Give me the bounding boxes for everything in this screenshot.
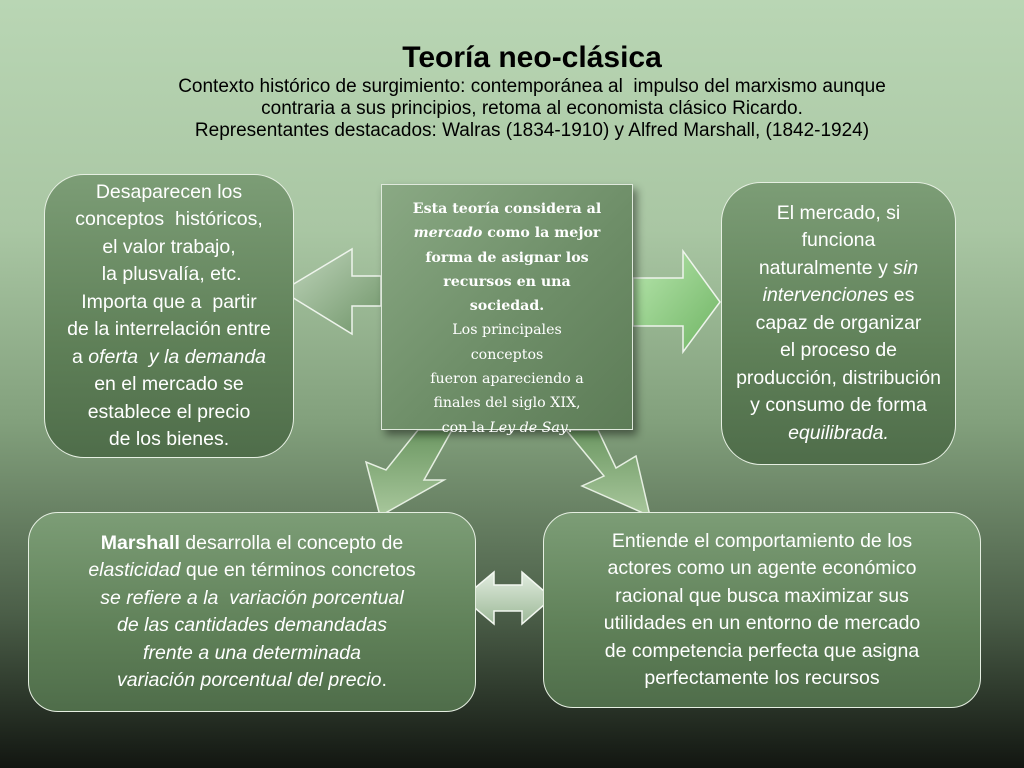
text-line: Esta teoría considera al xyxy=(412,201,602,217)
text-line: la plusvalía, etc. xyxy=(96,263,242,285)
arrow-right xyxy=(633,251,720,352)
box-comportamiento-text xyxy=(604,528,921,693)
text-line: el valor trabajo, xyxy=(102,235,236,258)
text-line: en el mercado se xyxy=(94,373,244,395)
text-line: de la interrelación entre xyxy=(67,318,271,340)
text-line xyxy=(736,420,941,448)
text-italic: intervenciones xyxy=(762,284,889,307)
text-span: . xyxy=(567,419,573,436)
text-italic: frente a una determinada xyxy=(143,641,361,664)
text-line: racional que busca maximizar sus xyxy=(615,584,909,607)
text-line xyxy=(736,255,941,283)
text-italic: de las cantidades demandadas xyxy=(117,614,387,636)
text-italic: se refiere a la variación porcentual xyxy=(100,586,404,609)
text-line xyxy=(88,667,415,695)
text-line: El mercado, si xyxy=(776,201,901,224)
text-line: perfectamente los recursos xyxy=(644,667,880,689)
text-line xyxy=(88,585,415,613)
arrow-left xyxy=(282,249,381,334)
text-line: recursos en una xyxy=(443,273,571,290)
text-line: actores como un agente económico xyxy=(607,557,917,579)
text-span: con la xyxy=(441,419,490,436)
text-line: conceptos históricos, xyxy=(75,208,263,230)
text-italic: elasticidad xyxy=(88,559,181,581)
double-arrow xyxy=(463,572,552,624)
text-line xyxy=(392,221,622,245)
subtitle-line-2: contraria a sus principios, retoma al economista clásico Ricardo. xyxy=(261,98,803,119)
text-line: forma de asignar los xyxy=(425,249,589,266)
text-line: funciona xyxy=(801,229,876,252)
text-italic: variación porcentual del precio xyxy=(117,669,382,691)
text-span: a xyxy=(71,345,89,368)
text-line: finales del siglo XIX, xyxy=(433,395,581,412)
text-line: el proceso de xyxy=(779,339,898,362)
text-italic: Ley de Say xyxy=(489,419,568,436)
box-desaparecen xyxy=(44,174,294,458)
text-span: naturalmente y xyxy=(758,256,894,279)
text-italic: equilibrada. xyxy=(788,421,889,444)
text-line: Los principales xyxy=(452,322,562,339)
box-comportamiento xyxy=(543,512,981,708)
text-span: desarrolla el concepto de xyxy=(179,531,404,554)
text-line: y consumo de forma xyxy=(750,394,927,417)
text-line: producción, distribución xyxy=(736,366,941,389)
text-bold: Marshall xyxy=(100,531,180,554)
box-desaparecen-text xyxy=(67,179,271,454)
text-span: . xyxy=(381,669,387,691)
subtitle-line-3: Representantes destacados: Walras (1834-1910) y Alfred Marshall, (1842-1924) xyxy=(194,120,870,141)
arrow-down-left xyxy=(366,430,452,516)
arrow-down-right xyxy=(566,430,650,516)
text-line: utilidades en un entorno de mercado xyxy=(603,612,921,634)
subtitle-line-1: Contexto histórico de surgimiento: contemporánea al impulso del marxismo aunque xyxy=(178,76,886,97)
text-span: como la mejor xyxy=(482,225,601,242)
text-line xyxy=(392,416,622,440)
text-line: de los bienes. xyxy=(108,428,230,450)
text-line: conceptos xyxy=(470,346,544,363)
box-marshall xyxy=(28,512,476,712)
center-box xyxy=(381,184,633,436)
box-marshall-text xyxy=(88,530,415,695)
text-line xyxy=(88,640,415,668)
text-line: fueron apareciendo a xyxy=(430,371,584,388)
text-italic: oferta y la demanda xyxy=(88,345,267,368)
text-line: Desaparecen los xyxy=(95,180,243,203)
text-line: capaz de organizar xyxy=(755,311,922,334)
text-italic: sin xyxy=(893,256,919,279)
text-span: que en términos concretos xyxy=(180,559,416,581)
box-mercado xyxy=(721,182,956,465)
text-line: de competencia perfecta que asigna xyxy=(604,639,920,662)
text-line xyxy=(88,530,415,558)
text-line xyxy=(736,282,941,310)
text-line: sociedad. xyxy=(469,298,545,315)
text-line xyxy=(88,612,415,640)
box-mercado-text xyxy=(736,200,941,448)
text-line xyxy=(67,344,271,372)
text-line xyxy=(88,557,415,585)
text-span: es xyxy=(888,284,915,307)
center-bold-block xyxy=(392,197,622,318)
page-title: Teoría neo-clásica xyxy=(402,41,662,74)
text-line: establece el precio xyxy=(87,400,251,423)
text-italic: mercado xyxy=(413,225,483,242)
text-line: Entiende el comportamiento de los xyxy=(611,529,913,552)
text-line: Importa que a partir xyxy=(81,290,257,313)
